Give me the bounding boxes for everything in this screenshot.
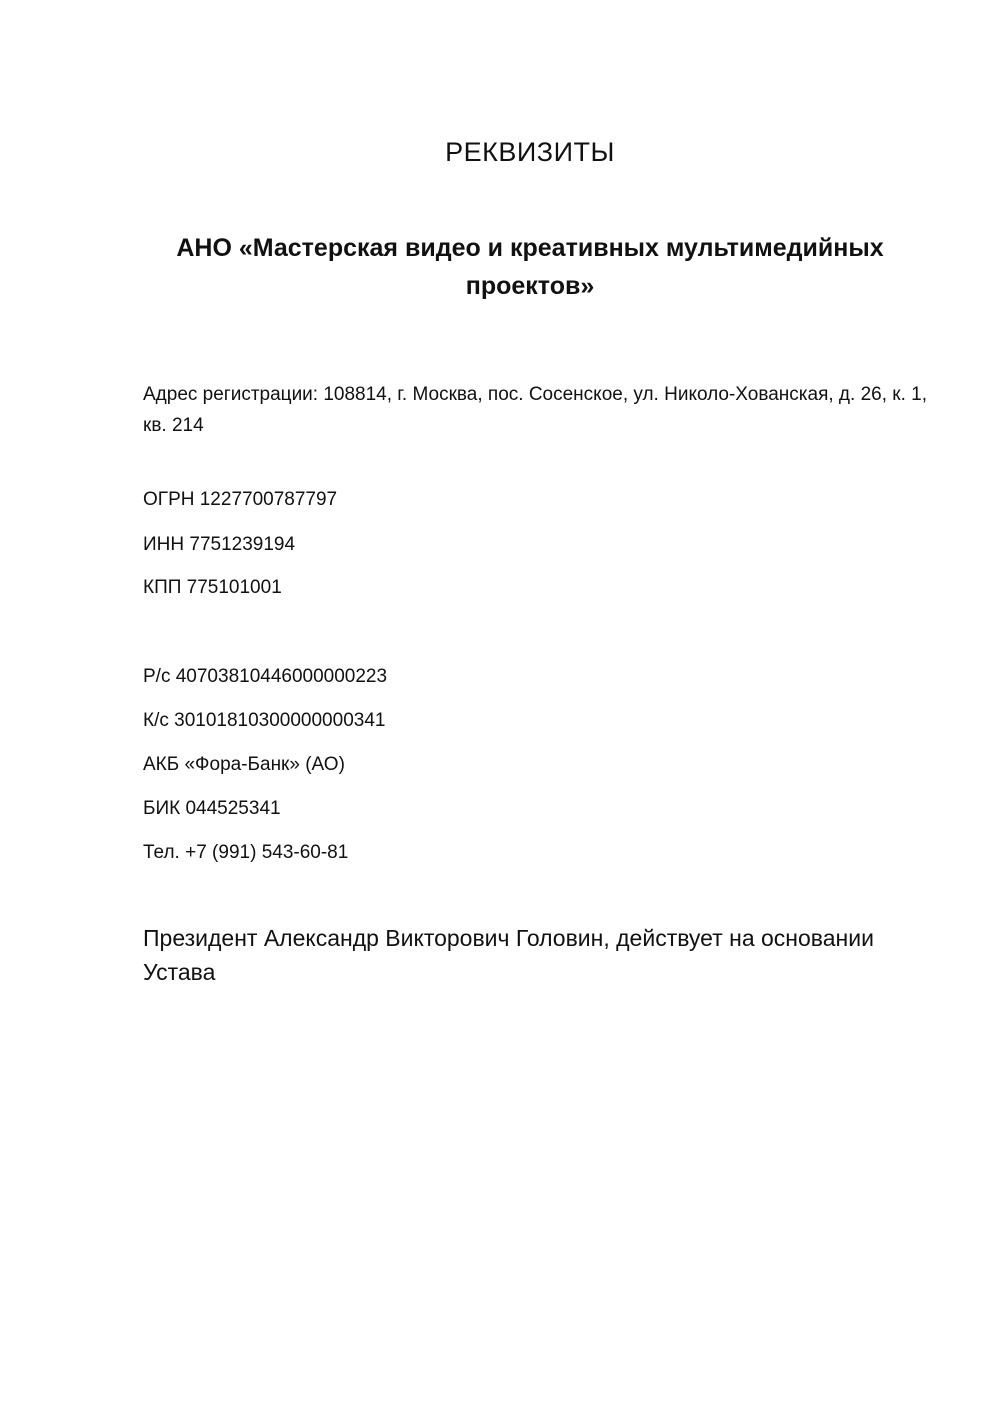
signatory-statement: Президент Александр Викторович Головин, действует на основании Устава xyxy=(143,925,874,985)
kpp-line: КПП 775101001 xyxy=(143,577,282,598)
registration-address: Адрес регистрации: 108814, г. Москва, пос. Сосенское, ул. Николо-Хованская, д. 26, к. 1, кв. 214 xyxy=(143,384,927,436)
ogrn-line: ОГРН 1227700787797 xyxy=(143,489,338,510)
document-title: РЕКВИЗИТЫ xyxy=(445,137,615,167)
bank-name-line: АКБ «Фора-Банк» (АО) xyxy=(143,754,345,775)
correspondent-account-line: К/с 30101810300000000341 xyxy=(143,710,386,731)
organization-name: АНО «Мастерская видео и креативных мультимедийных проектов» xyxy=(176,234,884,300)
bik-line: БИК 044525341 xyxy=(143,798,281,819)
inn-line: ИНН 7751239194 xyxy=(143,534,296,555)
settlement-account-line: Р/с 40703810446000000223 xyxy=(143,666,388,687)
phone-line: Тел. +7 (991) 543-60-81 xyxy=(143,842,349,863)
